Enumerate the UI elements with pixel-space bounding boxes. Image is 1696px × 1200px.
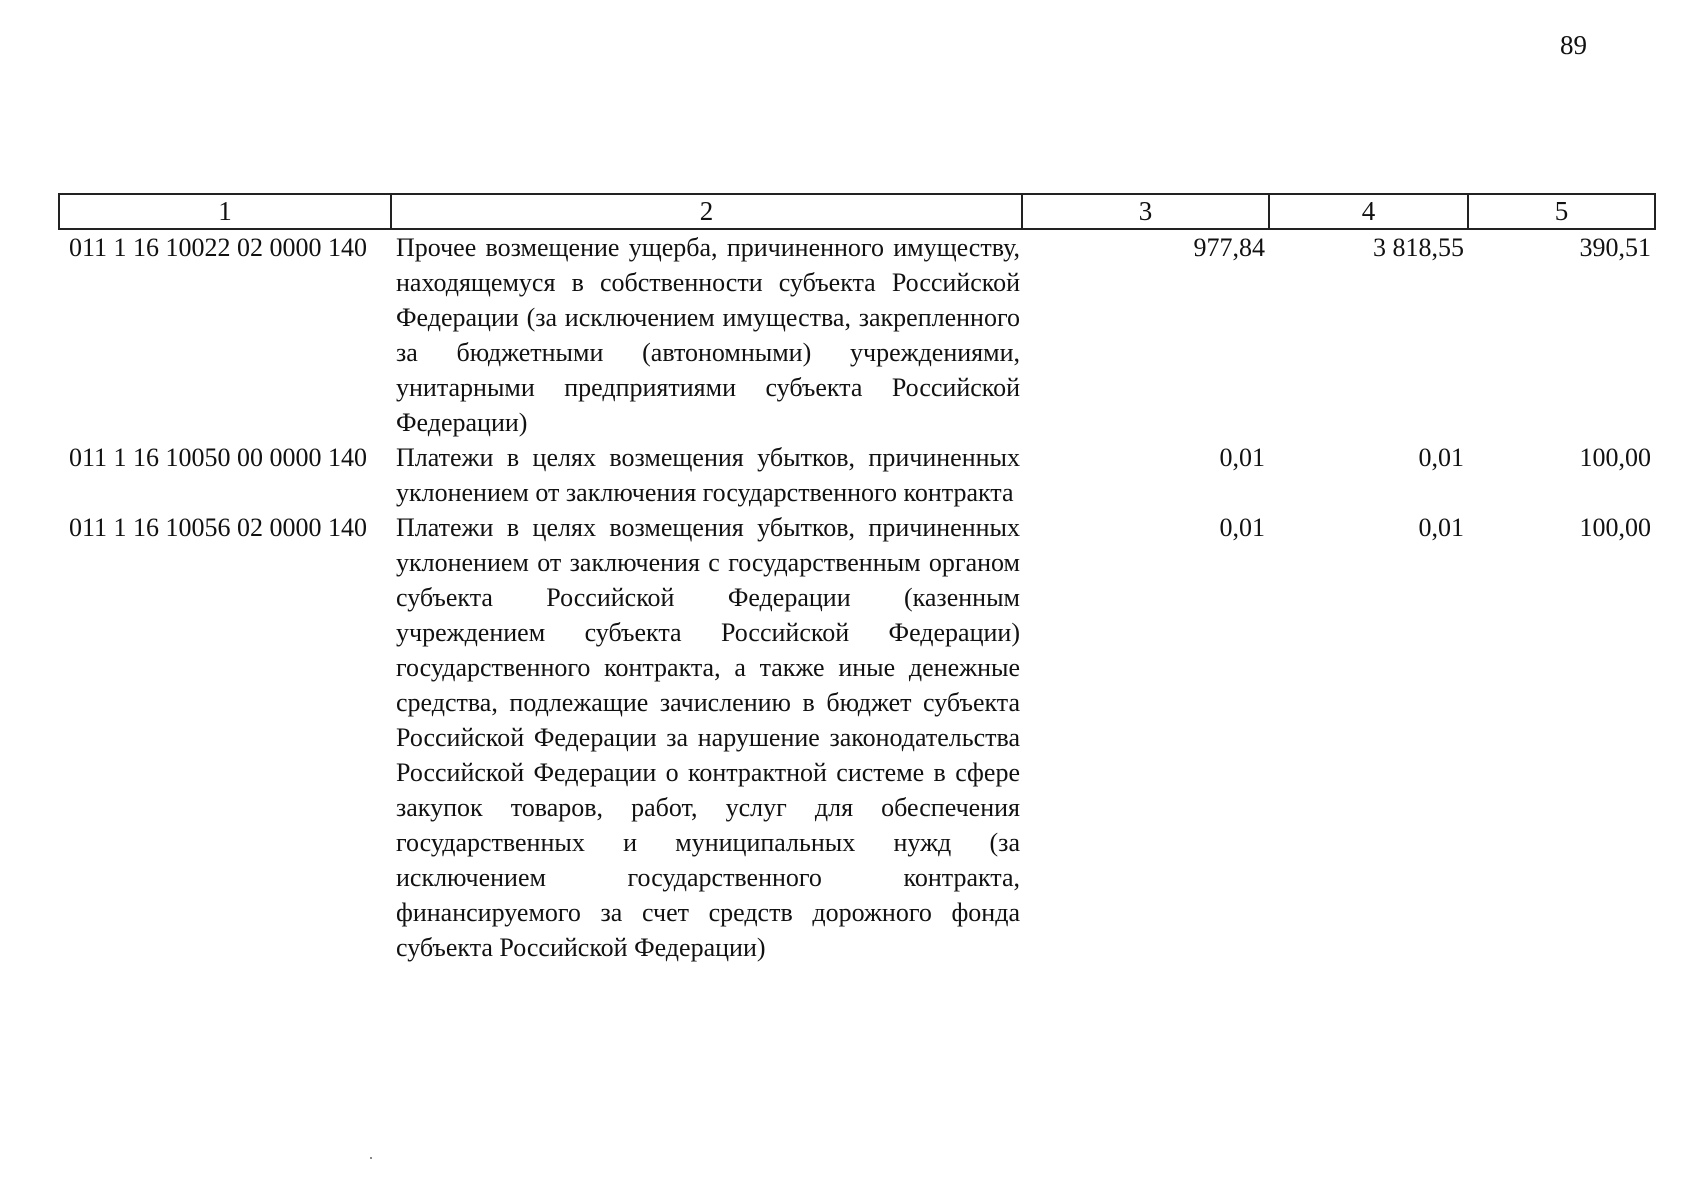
budget-revenue-table xyxy=(58,193,1656,965)
column-header-3: 3 xyxy=(1022,194,1269,229)
value-col4-cell: 3 818,55 xyxy=(1373,233,1464,262)
column-header-4: 4 xyxy=(1269,194,1468,229)
table-row xyxy=(59,510,1655,965)
value-col3-cell: 0,01 xyxy=(1219,443,1265,472)
column-header-1: 1 xyxy=(59,194,391,229)
value-col3-cell: 0,01 xyxy=(1219,513,1265,542)
value-col4-cell: 0,01 xyxy=(1418,443,1464,472)
value-col5-cell: 100,00 xyxy=(1579,443,1651,472)
budget-code-cell: 011 1 16 10056 02 0000 140 xyxy=(69,513,368,542)
budget-code-cell: 011 1 16 10050 00 0000 140 xyxy=(69,443,368,472)
table-row xyxy=(59,229,1655,440)
description-cell: Прочее возмещение ущерба, причиненного имуществу, находящемуся в собственности субъекта Российской Федерации (за исключением имущества, закрепленного за бюджетными (автономными) учреждениями, унитарными предприятиями субъекта Российской Федерации) xyxy=(396,233,1020,437)
table-row xyxy=(59,440,1655,510)
value-col5-cell: 100,00 xyxy=(1579,513,1651,542)
value-col5-cell: 390,51 xyxy=(1579,233,1651,262)
budget-code-cell: 011 1 16 10022 02 0000 140 xyxy=(69,233,368,262)
scan-speck xyxy=(370,1157,372,1159)
value-col3-cell: 977,84 xyxy=(1193,233,1265,262)
page-number: 89 xyxy=(1560,30,1587,60)
column-header-5: 5 xyxy=(1468,194,1655,229)
table-header-row xyxy=(59,194,1655,229)
description-cell: Платежи в целях возмещения убытков, причиненных уклонением от заключения государственного контракта xyxy=(396,443,1020,507)
description-cell: Платежи в целях возмещения убытков, причиненных уклонением от заключения с государственным органом субъекта Российской Федерации (казенным учреждением субъекта Российской Федерации) государственного контракта, а также иные денежные средства, подлежащие зачислению в бюджет субъекта Российской Федерации за нарушение законодательства Российской Федерации о контрактной системе в сфере закупок товаров, работ, услуг для обеспечения государственных и муниципальных нужд (за исключением государственного контракта, финансируемого за счет средств дорожного фонда субъекта Российской Федерации) xyxy=(396,513,1020,962)
value-col4-cell: 0,01 xyxy=(1418,513,1464,542)
column-header-2: 2 xyxy=(391,194,1022,229)
